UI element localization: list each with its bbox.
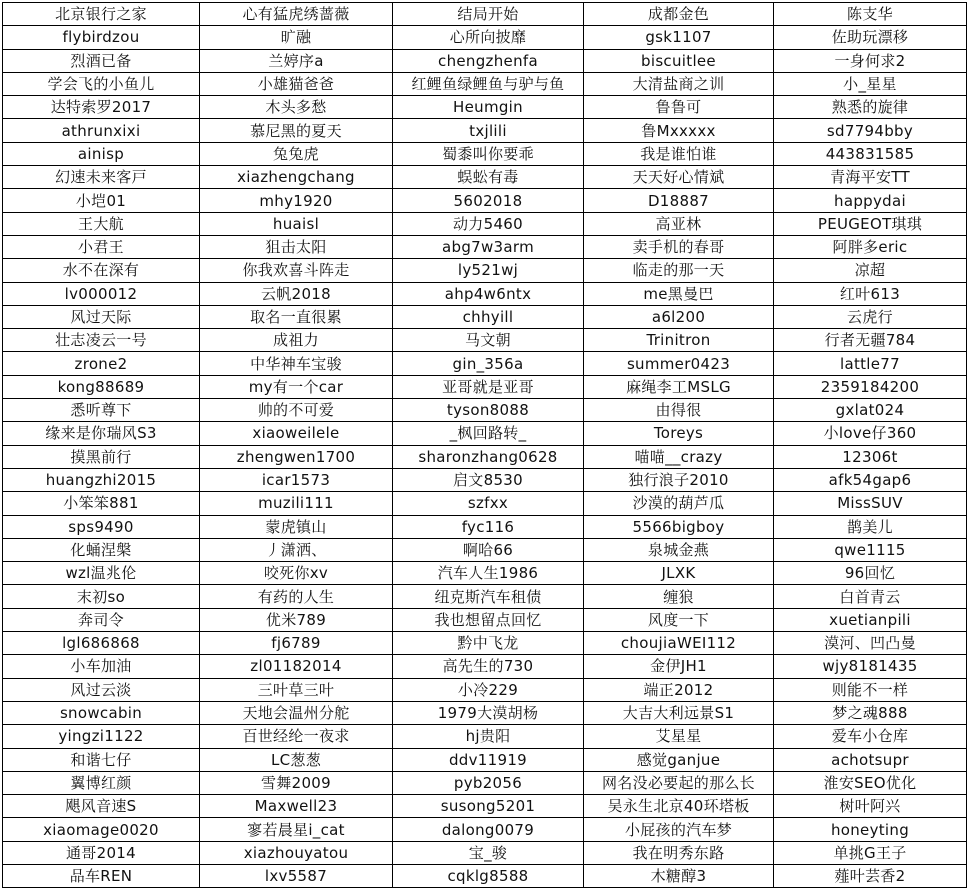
table-cell[interactable]: 小雄猫爸爸 xyxy=(200,72,393,95)
table-cell[interactable]: 飓风音速S xyxy=(3,795,200,818)
table-cell[interactable]: 木头多愁 xyxy=(200,96,393,119)
table-cell[interactable]: 5602018 xyxy=(393,189,584,212)
table-cell[interactable]: 端正2012 xyxy=(584,678,774,701)
table-row xyxy=(3,655,967,678)
table-cell[interactable]: sd7794bby xyxy=(774,119,967,142)
table-cell[interactable]: qwe1115 xyxy=(774,538,967,561)
table-cell[interactable]: Heumgin xyxy=(393,96,584,119)
table-cell[interactable]: 感觉ganjue xyxy=(584,748,774,771)
table-cell[interactable]: tyson8088 xyxy=(393,399,584,422)
table-row xyxy=(3,375,967,398)
table-cell[interactable]: 天地会温州分舵 xyxy=(200,701,393,724)
table-cell[interactable]: gsk1107 xyxy=(584,26,774,49)
table-cell[interactable]: flybirdzou xyxy=(3,26,200,49)
table-cell[interactable]: ddv11919 xyxy=(393,748,584,771)
table-cell[interactable]: chengzhenfa xyxy=(393,49,584,72)
table-row xyxy=(3,818,967,841)
table-row xyxy=(3,189,967,212)
table-cell[interactable]: 木糖醇3 xyxy=(584,864,774,887)
table-cell[interactable]: 96回忆 xyxy=(774,562,967,585)
table-cell[interactable]: 通哥2014 xyxy=(3,841,200,864)
table-cell[interactable]: 心所向披靡 xyxy=(393,26,584,49)
table-row xyxy=(3,329,967,352)
table-row xyxy=(3,305,967,328)
table-cell[interactable]: 单挑G王子 xyxy=(774,841,967,864)
table-cell[interactable]: 达特索罗2017 xyxy=(3,96,200,119)
table-row xyxy=(3,72,967,95)
table-cell[interactable]: 王大航 xyxy=(3,212,200,235)
table-cell[interactable]: 喵喵__crazy xyxy=(584,445,774,468)
table-cell[interactable]: 小笨笨881 xyxy=(3,492,200,515)
table-row xyxy=(3,212,967,235)
table-row xyxy=(3,632,967,655)
table-cell[interactable]: fyc116 xyxy=(393,515,584,538)
table-cell[interactable]: 沙漠的葫芦瓜 xyxy=(584,492,774,515)
table-cell[interactable]: 汽车人生1986 xyxy=(393,562,584,585)
table-cell[interactable]: 我也想留点回忆 xyxy=(393,608,584,631)
table-cell[interactable]: 卖手机的春哥 xyxy=(584,235,774,258)
table-cell[interactable]: 风度一下 xyxy=(584,608,774,631)
table-cell[interactable]: 我是谁怕谁 xyxy=(584,142,774,165)
table-row xyxy=(3,678,967,701)
table-cell[interactable]: 小君王 xyxy=(3,235,200,258)
table-row xyxy=(3,399,967,422)
table-cell[interactable]: muzili111 xyxy=(200,492,393,515)
table-row xyxy=(3,515,967,538)
table-cell[interactable]: 云帆2018 xyxy=(200,282,393,305)
table-cell[interactable]: 则能不一样 xyxy=(774,678,967,701)
table-row xyxy=(3,282,967,305)
table-row xyxy=(3,864,967,887)
table-cell[interactable]: D18887 xyxy=(584,189,774,212)
table-cell[interactable]: pyb2056 xyxy=(393,771,584,794)
table-cell[interactable]: 网名没必要起的那么长 xyxy=(584,771,774,794)
table-cell[interactable]: 慕尼黑的夏天 xyxy=(200,119,393,142)
table-cell[interactable]: lv000012 xyxy=(3,282,200,305)
table-cell[interactable]: 烈酒已备 xyxy=(3,49,200,72)
table-cell[interactable]: 天天好心情斌 xyxy=(584,166,774,189)
table-cell[interactable]: 小冷229 xyxy=(393,678,584,701)
spreadsheet xyxy=(2,2,967,888)
table-cell[interactable]: 结局开始 xyxy=(393,3,584,26)
table-cell[interactable]: 树叶阿兴 xyxy=(774,795,967,818)
table-cell[interactable]: wzl温兆伦 xyxy=(3,562,200,585)
table-cell[interactable]: 北京银行之家 xyxy=(3,3,200,26)
table-cell[interactable]: cqklg8588 xyxy=(393,864,584,887)
table-cell[interactable]: 幻速未来客戸 xyxy=(3,166,200,189)
table-cell[interactable]: honeyting xyxy=(774,818,967,841)
table-cell[interactable]: 麻绳李工MSLG xyxy=(584,375,774,398)
table-cell[interactable]: 成祖力 xyxy=(200,329,393,352)
table-cell[interactable]: 凉超 xyxy=(774,259,967,282)
table-cell[interactable]: 和谐七仔 xyxy=(3,748,200,771)
table-cell[interactable]: 漠河、凹凸曼 xyxy=(774,632,967,655)
table-cell[interactable]: 鲁Mxxxxx xyxy=(584,119,774,142)
table-cell[interactable]: ly521wj xyxy=(393,259,584,282)
table-cell[interactable]: 1979大漠胡杨 xyxy=(393,701,584,724)
table-cell[interactable]: huangzhi2015 xyxy=(3,468,200,491)
table-row xyxy=(3,841,967,864)
table-cell[interactable]: icar1573 xyxy=(200,468,393,491)
table-cell[interactable]: 小屁孩的汽车梦 xyxy=(584,818,774,841)
table-cell[interactable]: 狙击太阳 xyxy=(200,235,393,258)
table-cell[interactable]: 一身何求2 xyxy=(774,49,967,72)
table-row xyxy=(3,166,967,189)
table-cell[interactable]: gin_356a xyxy=(393,352,584,375)
table-cell[interactable]: 金伊JH1 xyxy=(584,655,774,678)
table-cell[interactable]: 咬死你xv xyxy=(200,562,393,585)
table-row xyxy=(3,468,967,491)
table-cell[interactable]: 吴永生北京40环塔板 xyxy=(584,795,774,818)
table-cell[interactable]: 你我欢喜斗阵走 xyxy=(200,259,393,282)
table-cell[interactable]: sps9490 xyxy=(3,515,200,538)
table-cell[interactable]: JLXK xyxy=(584,562,774,585)
table-cell[interactable]: 啊哈66 xyxy=(393,538,584,561)
table-cell[interactable]: 12306t xyxy=(774,445,967,468)
table-cell[interactable]: 云虎行 xyxy=(774,305,967,328)
table-cell[interactable]: Maxwell23 xyxy=(200,795,393,818)
table-row xyxy=(3,49,967,72)
table-cell[interactable]: wjy8181435 xyxy=(774,655,967,678)
table-row xyxy=(3,235,967,258)
table-cell[interactable]: 陈支华 xyxy=(774,3,967,26)
table-cell[interactable]: 青海平安TT xyxy=(774,166,967,189)
table-cell[interactable]: 品车REN xyxy=(3,864,200,887)
table-cell[interactable]: Toreys xyxy=(584,422,774,445)
table-cell[interactable]: 兔兔虎 xyxy=(200,142,393,165)
table-row xyxy=(3,701,967,724)
table-cell[interactable]: xiaoweilele xyxy=(200,422,393,445)
table-cell[interactable]: 淮安SEO优化 xyxy=(774,771,967,794)
table-row xyxy=(3,538,967,561)
table-cell[interactable]: 风过天际 xyxy=(3,305,200,328)
table-cell[interactable]: 有药的人生 xyxy=(200,585,393,608)
table-cell[interactable]: sharonzhang0628 xyxy=(393,445,584,468)
table-cell[interactable]: fj6789 xyxy=(200,632,393,655)
table-cell[interactable]: 小love仔360 xyxy=(774,422,967,445)
table-row xyxy=(3,96,967,119)
table-cell[interactable]: my有一个car xyxy=(200,375,393,398)
table-cell[interactable]: 由得很 xyxy=(584,399,774,422)
table-cell[interactable]: 独行浪子2010 xyxy=(584,468,774,491)
table-cell[interactable]: 蒙虎镇山 xyxy=(200,515,393,538)
table-cell[interactable]: 化蛹涅槃 xyxy=(3,538,200,561)
table-cell[interactable]: summer0423 xyxy=(584,352,774,375)
table-cell[interactable]: 成都金色 xyxy=(584,3,774,26)
table-cell[interactable]: ahp4w6ntx xyxy=(393,282,584,305)
username-table xyxy=(2,2,967,888)
table-cell[interactable]: 马文朝 xyxy=(393,329,584,352)
table-cell[interactable]: 爱车小仓库 xyxy=(774,725,967,748)
table-cell[interactable]: 行者无疆784 xyxy=(774,329,967,352)
table-cell[interactable]: achotsupr xyxy=(774,748,967,771)
table-row xyxy=(3,585,967,608)
table-cell[interactable]: 泉城金燕 xyxy=(584,538,774,561)
table-cell[interactable]: xiazhouyatou xyxy=(200,841,393,864)
table-cell[interactable]: 阿胖多eric xyxy=(774,235,967,258)
table-cell[interactable]: 雪舞2009 xyxy=(200,771,393,794)
table-cell[interactable]: _枫回路转_ xyxy=(393,422,584,445)
table-cell[interactable]: 末初so xyxy=(3,585,200,608)
table-cell[interactable]: 小车加油 xyxy=(3,655,200,678)
table-row xyxy=(3,3,967,26)
table-cell[interactable]: 水不在深有 xyxy=(3,259,200,282)
table-cell[interactable]: 临走的那一天 xyxy=(584,259,774,282)
table-cell[interactable]: lattle77 xyxy=(774,352,967,375)
table-cell[interactable]: 小_星星 xyxy=(774,72,967,95)
table-row xyxy=(3,26,967,49)
table-cell[interactable]: 百世经纶一夜求 xyxy=(200,725,393,748)
table-cell[interactable]: 5566bigboy xyxy=(584,515,774,538)
table-row xyxy=(3,259,967,282)
table-cell[interactable]: 高先生的730 xyxy=(393,655,584,678)
table-cell[interactable]: 红鲤鱼绿鲤鱼与驴与鱼 xyxy=(393,72,584,95)
table-cell[interactable]: athrunxixi xyxy=(3,119,200,142)
table-cell[interactable]: 我在明秀东路 xyxy=(584,841,774,864)
table-cell[interactable]: lgl686868 xyxy=(3,632,200,655)
table-cell[interactable]: 翼博红颜 xyxy=(3,771,200,794)
table-cell[interactable]: hj贵阳 xyxy=(393,725,584,748)
table-cell[interactable]: me黑曼巴 xyxy=(584,282,774,305)
table-cell[interactable]: 壮志凌云一号 xyxy=(3,329,200,352)
table-cell[interactable]: 2359184200 xyxy=(774,375,967,398)
table-cell[interactable]: 悉听尊下 xyxy=(3,399,200,422)
table-cell[interactable]: snowcabin xyxy=(3,701,200,724)
table-cell[interactable]: 高亚林 xyxy=(584,212,774,235)
table-cell[interactable]: 大吉大利远景S1 xyxy=(584,701,774,724)
table-body xyxy=(3,3,967,888)
table-cell[interactable]: abg7w3arm xyxy=(393,235,584,258)
table-cell[interactable]: 鹊美儿 xyxy=(774,515,967,538)
table-cell[interactable]: dalong0079 xyxy=(393,818,584,841)
table-cell[interactable]: mhy1920 xyxy=(200,189,393,212)
table-row xyxy=(3,119,967,142)
table-cell[interactable]: a6l200 xyxy=(584,305,774,328)
table-row xyxy=(3,142,967,165)
table-cell[interactable]: 蜈蚣有毒 xyxy=(393,166,584,189)
table-row xyxy=(3,492,967,515)
table-cell[interactable]: 梦之魂888 xyxy=(774,701,967,724)
table-cell[interactable]: huaisl xyxy=(200,212,393,235)
table-cell[interactable]: 红叶613 xyxy=(774,282,967,305)
table-row xyxy=(3,771,967,794)
table-cell[interactable]: 亚哥就是亚哥 xyxy=(393,375,584,398)
table-cell[interactable]: 薤叶芸香2 xyxy=(774,864,967,887)
table-cell[interactable]: MissSUV xyxy=(774,492,967,515)
table-row xyxy=(3,608,967,631)
table-cell[interactable]: gxlat024 xyxy=(774,399,967,422)
table-row xyxy=(3,795,967,818)
table-cell[interactable]: 风过云淡 xyxy=(3,678,200,701)
table-cell[interactable]: choujiaWEI112 xyxy=(584,632,774,655)
table-cell[interactable]: txjlili xyxy=(393,119,584,142)
table-cell[interactable]: 白首青云 xyxy=(774,585,967,608)
table-cell[interactable]: 帅的不可爱 xyxy=(200,399,393,422)
table-cell[interactable]: 丿潇洒、 xyxy=(200,538,393,561)
table-cell[interactable]: LC葱葱 xyxy=(200,748,393,771)
table-cell[interactable]: lxv5587 xyxy=(200,864,393,887)
table-cell[interactable]: 兰婷序a xyxy=(200,49,393,72)
table-row xyxy=(3,562,967,585)
table-cell[interactable]: happydai xyxy=(774,189,967,212)
table-cell[interactable]: 熟悉的旋律 xyxy=(774,96,967,119)
table-cell[interactable]: 小垲01 xyxy=(3,189,200,212)
table-cell[interactable]: PEUGEOT琪琪 xyxy=(774,212,967,235)
table-cell[interactable]: 摸黑前行 xyxy=(3,445,200,468)
table-cell[interactable]: szfxx xyxy=(393,492,584,515)
table-cell[interactable]: 纽克斯汽车租债 xyxy=(393,585,584,608)
table-row xyxy=(3,445,967,468)
table-cell[interactable]: 寥若晨星i_cat xyxy=(200,818,393,841)
table-cell[interactable]: 鲁鲁可 xyxy=(584,96,774,119)
table-cell[interactable]: 缘来是你瑞风S3 xyxy=(3,422,200,445)
table-cell[interactable]: 宝_骏 xyxy=(393,841,584,864)
table-cell[interactable]: xuetianpili xyxy=(774,608,967,631)
table-cell[interactable]: zl01182014 xyxy=(200,655,393,678)
table-cell[interactable]: 缠狼 xyxy=(584,585,774,608)
table-cell[interactable]: 启文8530 xyxy=(393,468,584,491)
table-cell[interactable]: 心有猛虎绣蔷薇 xyxy=(200,3,393,26)
table-cell[interactable]: xiazhengchang xyxy=(200,166,393,189)
table-cell[interactable]: kong88689 xyxy=(3,375,200,398)
table-cell[interactable]: 艾星星 xyxy=(584,725,774,748)
table-cell[interactable]: Trinitron xyxy=(584,329,774,352)
table-cell[interactable]: 取名一直很累 xyxy=(200,305,393,328)
table-cell[interactable]: 三叶草三叶 xyxy=(200,678,393,701)
table-cell[interactable]: 旷融 xyxy=(200,26,393,49)
table-cell[interactable]: chhyill xyxy=(393,305,584,328)
table-cell[interactable]: 动力5460 xyxy=(393,212,584,235)
table-row xyxy=(3,748,967,771)
table-cell[interactable]: afk54gap6 xyxy=(774,468,967,491)
table-cell[interactable]: zrone2 xyxy=(3,352,200,375)
table-cell[interactable]: zhengwen1700 xyxy=(200,445,393,468)
table-cell[interactable]: 中华神车宝骏 xyxy=(200,352,393,375)
table-cell[interactable]: 优米789 xyxy=(200,608,393,631)
table-cell[interactable]: 443831585 xyxy=(774,142,967,165)
table-cell[interactable]: xiaomage0020 xyxy=(3,818,200,841)
table-cell[interactable]: yingzi1122 xyxy=(3,725,200,748)
table-row xyxy=(3,725,967,748)
table-cell[interactable]: 学会飞的小鱼儿 xyxy=(3,72,200,95)
table-row xyxy=(3,352,967,375)
table-cell[interactable]: 佐助玩漂移 xyxy=(774,26,967,49)
table-cell[interactable]: 蜀黍叫你要乖 xyxy=(393,142,584,165)
table-row xyxy=(3,422,967,445)
table-cell[interactable]: 奔司令 xyxy=(3,608,200,631)
table-cell[interactable]: 大清盐商之训 xyxy=(584,72,774,95)
table-cell[interactable]: 黔中飞龙 xyxy=(393,632,584,655)
table-cell[interactable]: susong5201 xyxy=(393,795,584,818)
table-cell[interactable]: biscuitlee xyxy=(584,49,774,72)
table-cell[interactable]: ainisp xyxy=(3,142,200,165)
